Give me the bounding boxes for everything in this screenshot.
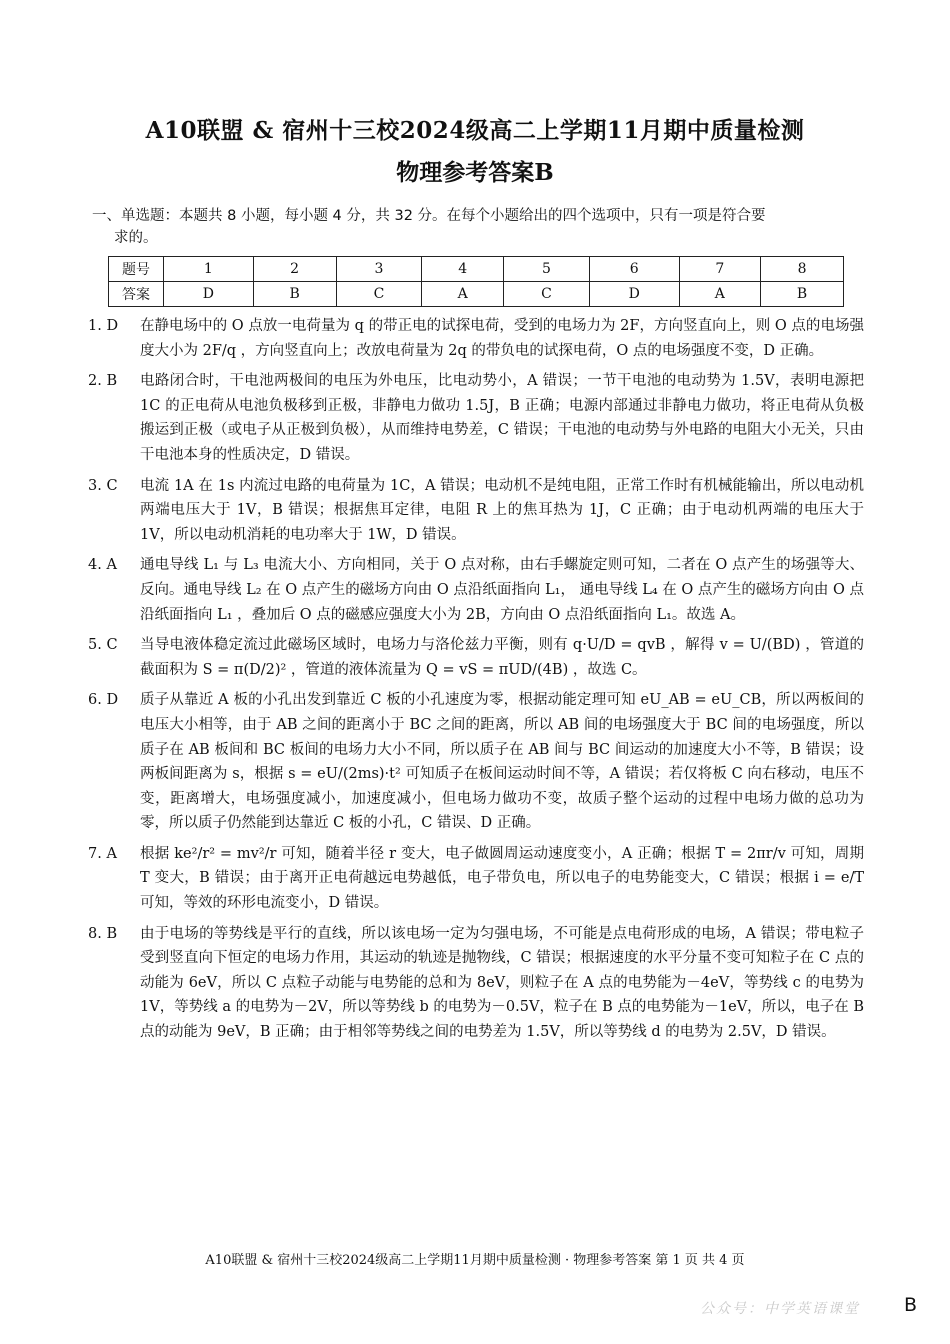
item-number: 2. B xyxy=(88,373,118,390)
section-heading-line1: 一、单选题：本题共 8 小题，每小题 4 分，共 32 分。在每个小题给出的四个选项中，只有一项是符合要 xyxy=(92,208,766,224)
table-header-number: 题号 xyxy=(109,257,164,282)
watermark: 公众号：中学英语课堂 xyxy=(700,1301,860,1317)
item-number: 3. C xyxy=(88,477,118,494)
table-cell-answer: B xyxy=(253,282,336,307)
section-heading xyxy=(92,205,862,249)
table-cell-number: 4 xyxy=(422,257,504,282)
table-cell-answer: C xyxy=(503,282,589,307)
page-footer: A10联盟 & 宿州十三校2024级高二上学期11月期中质量检测 · 物理参考答案 第 1 页 共 4 页 xyxy=(205,1253,745,1268)
table-header-answer: 答案 xyxy=(109,282,164,307)
item-text: 在静电场中的 O 点放一电荷量为 q 的带正电的试探电荷，受到的电场力为 2F，方向竖直向上，则 O 点的电场强度大小为 2F/q ，方向竖直向上；改放电荷量为 2q 的带负电的试探电荷，O 点的电场强度不变，D 正确。 xyxy=(140,318,864,359)
list-item xyxy=(88,633,864,682)
item-number: 4. A xyxy=(88,557,117,574)
table-cell-answer: B xyxy=(761,282,844,307)
item-text: 电流 1A 在 1s 内流过电路的电荷量为 1C，A 错误；电动机不是纯电阻，正常工作时有机械能输出，所以电动机两端电压大于 1V，B 错误；根据焦耳定律，电阻 R 上的焦耳热为 1J，C 正确；由于电动机两端的电压大于 1V，所以电动机消耗的电功率大于 1W，D 错误。 xyxy=(140,477,864,543)
item-number: 6. D xyxy=(88,692,119,709)
list-item xyxy=(88,553,864,627)
table-cell-number: 3 xyxy=(336,257,422,282)
item-text: 电路闭合时，干电池两极间的电压为外电压，比电动势小，A 错误；一节干电池的电动势为 1.5V，表明电源把 1C 的正电荷从电池负极移到正极，非静电力做功 1.5J，B 正确；电源内部通过非静电力做功，将正电荷从负极搬运到正极（或电子从正极到负极），从而维持电势差，C 错误；干电池的电动势与外电路的电阻大小无关，只由干电池本身的性质决定，D 错误。 xyxy=(140,373,864,463)
list-item xyxy=(88,922,864,1045)
item-number: 5. C xyxy=(88,637,118,654)
table-cell-number: 2 xyxy=(253,257,336,282)
version-mark: B xyxy=(904,1294,918,1316)
table-cell-answer: C xyxy=(336,282,422,307)
document-subtitle: 物理参考答案B xyxy=(396,159,554,186)
item-text: 通电导线 L₁ 与 L₃ 电流大小、方向相同，关于 O 点对称，由右手螺旋定则可知，二者在 O 点产生的场强等大、反向。通电导线 L₂ 在 O 点产生的磁场方向由 O 点沿纸面指向 L₁， 通电导线 L₄ 在 O 点产生的磁场方向由 O 点沿纸面指向 L₁ ，叠加后 O 点的磁感应强度大小为 2B，方向由 O 点沿纸面指向 L₁。故选 A。 xyxy=(140,557,864,623)
table-cell-number: 5 xyxy=(503,257,589,282)
table-cell-number: 1 xyxy=(164,257,254,282)
table-row-numbers xyxy=(109,257,844,282)
list-item xyxy=(88,369,864,467)
table-cell-answer: D xyxy=(164,282,254,307)
answer-table xyxy=(108,256,844,307)
item-text: 由于电场的等势线是平行的直线，所以该电场一定为匀强电场，不可能是点电荷形成的电场，A 错误；带电粒子受到竖直向下恒定的电场力作用，其运动的轨迹是抛物线，C 错误；根据速度的水平分量不变可知粒子在 C 点的动能为 6eV，所以 C 点粒子动能与电势能的总和为 8eV，则粒子在 A 点的电势能为－4eV，等势线 c 的电势为 1V，等势线 a 的电势为－2V，所以等势线 b 的电势为－0.5V，粒子在 B 点的电势能为－1eV，所以，电子在 B 点的动能为 9eV，B 正确；由于相邻等势线之间的电势差为 1.5V，所以等势线 d 的电势为 2.5V，D 错误。 xyxy=(140,925,864,1041)
table-cell-answer: A xyxy=(679,282,761,307)
list-item xyxy=(88,842,864,916)
table-cell-number: 7 xyxy=(679,257,761,282)
item-number: 7. A xyxy=(88,845,117,862)
table-cell-answer: D xyxy=(589,282,679,307)
list-item xyxy=(88,688,864,836)
item-number: 1. D xyxy=(88,318,119,334)
table-cell-number: 8 xyxy=(761,257,844,282)
section-heading-line2: 求的。 xyxy=(114,230,158,246)
list-item xyxy=(88,314,864,363)
answer-explanations xyxy=(88,314,864,1051)
item-text: 质子从靠近 A 板的小孔出发到靠近 C 板的小孔速度为零，根据动能定理可知 eU_AB = eU_CB，所以两板间的电压大小相等，由于 AB 之间的距离小于 BC 之间的距离，所以 AB 间的电场强度大于 BC 间的电场强度，所以质子在 AB 板间和 BC 板间的电场力大小不同，所以质子在 AB 间与 BC 间运动的加速度大小不等，B 错误；设两板间距离为 s，根据 s = eU/(2ms)·t² 可知质子在板间运动时间不等，A 错误；若仅将板 C 向右移动，电压不变，距离增大，电场强度减小，加速度减小，但电场力做功不变，故质子整个运动的过程中电场力做的总功为零，所以质子仍然能到达靠近 C 板的小孔，C 错误、D 正确。 xyxy=(140,692,864,832)
item-text: 当导电液体稳定流过此磁场区域时，电场力与洛伦兹力平衡，则有 q·U/D = qvB ，解得 v = U/(BD) ，管道的截面积为 S = π(D/2)² ，管道的液体流量为 Q = vS = πUD/(4B) ，故选 C。 xyxy=(140,637,864,678)
table-cell-answer: A xyxy=(422,282,504,307)
item-text: 根据 ke²/r² = mv²/r 可知，随着半径 r 变大，电子做圆周运动速度变小，A 正确；根据 T = 2πr/v 可知，周期 T 变大，B 错误；由于离开正电荷越远电势越低，电子带负电，所以电子的电势能变大，C 错误；根据 i = e/T 可知，等效的环形电流变小，D 错误。 xyxy=(140,845,864,912)
list-item xyxy=(88,474,864,548)
item-number: 8. B xyxy=(88,925,118,942)
table-row-answers xyxy=(109,282,844,307)
table-cell-number: 6 xyxy=(589,257,679,282)
document-title: A10联盟 & 宿州十三校2024级高二上学期11月期中质量检测 xyxy=(145,117,805,144)
